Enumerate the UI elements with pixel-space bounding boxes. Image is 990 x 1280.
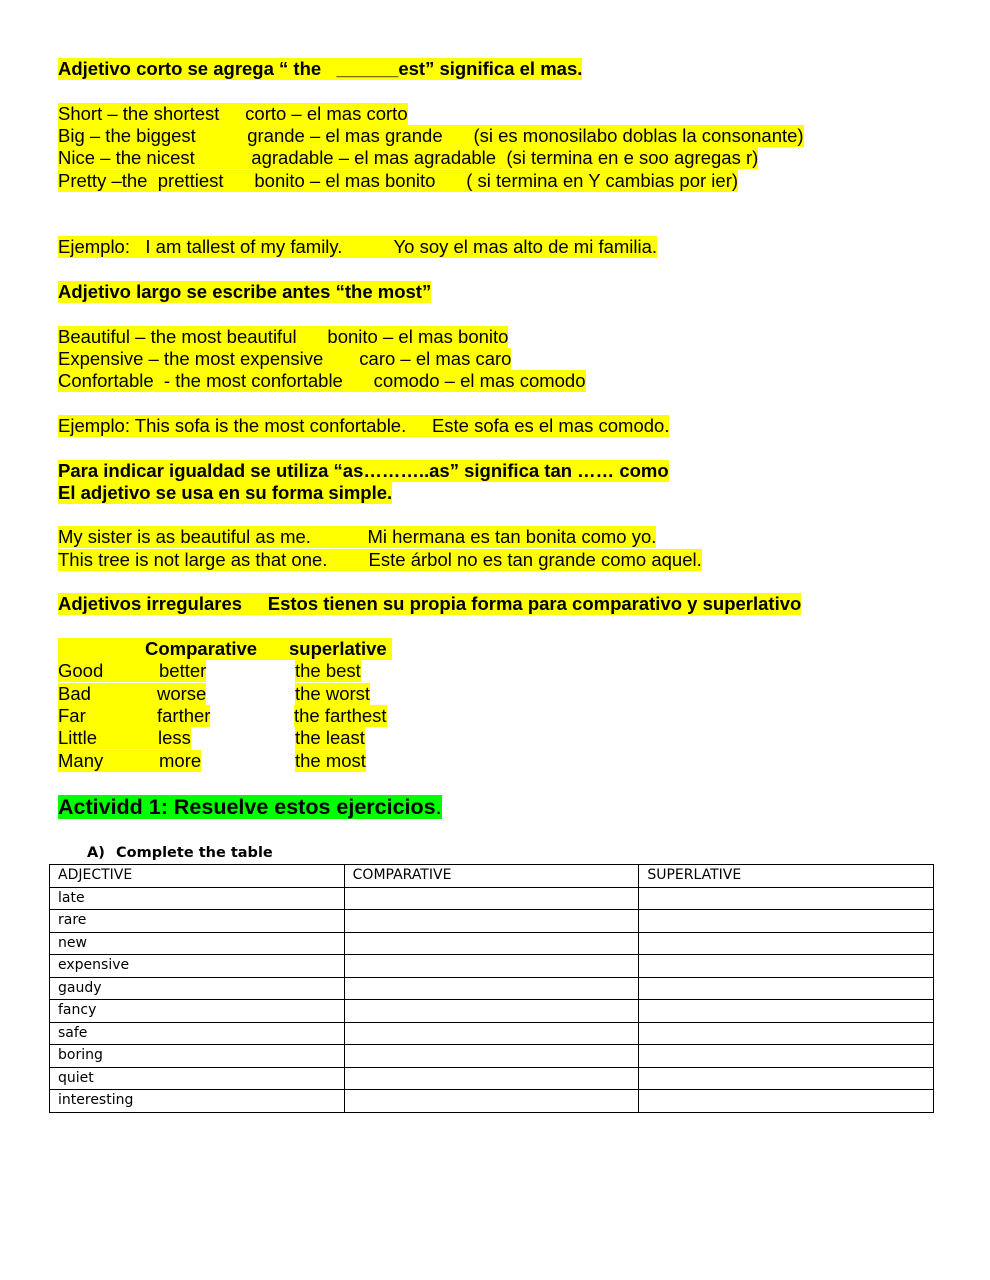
adjective-cell: new xyxy=(50,932,345,955)
irregular-comparative: worse xyxy=(157,683,207,704)
equality-heading-line1: Para indicar igualdad se utiliza “as………..as” significa tan …… como xyxy=(58,460,669,481)
irregular-comparative: more xyxy=(159,750,202,771)
irregular-adjective: Little xyxy=(58,727,158,749)
table-row xyxy=(50,955,934,978)
table-row xyxy=(50,1045,934,1068)
adjective-cell: fancy xyxy=(50,1000,345,1023)
table-row xyxy=(50,1090,934,1113)
adjective-cell: safe xyxy=(50,1022,345,1045)
equality-example-line: This tree is not large as that one. Este árbol no es tan grande como aquel. xyxy=(58,549,702,570)
adjective-cell: interesting xyxy=(50,1090,345,1113)
table-row xyxy=(50,1000,934,1023)
superlative-answer-cell[interactable] xyxy=(639,1090,934,1113)
short-example-sentence: Ejemplo: I am tallest of my family. Yo soy el mas alto de mi familia. xyxy=(58,236,658,257)
comparative-answer-cell[interactable] xyxy=(344,977,639,1000)
complete-the-table xyxy=(49,864,934,1113)
short-example-line: Big – the biggest grande – el mas grande (si es monosilabo doblas la consonante) xyxy=(58,125,804,146)
table-row xyxy=(50,1067,934,1090)
table-header-row xyxy=(50,865,934,888)
superlative-answer-cell[interactable] xyxy=(639,1022,934,1045)
irregular-adjective: Far xyxy=(58,705,158,727)
adjective-cell: quiet xyxy=(50,1067,345,1090)
adjective-cell: late xyxy=(50,887,345,910)
long-example-line: Confortable - the most confortable comodo – el mas comodo xyxy=(58,370,586,391)
comparative-answer-cell[interactable] xyxy=(344,932,639,955)
superlative-answer-cell[interactable] xyxy=(639,1000,934,1023)
long-rule-heading: Adjetivo largo se escribe antes “the most” xyxy=(58,281,432,302)
superlative-answer-cell[interactable] xyxy=(639,955,934,978)
short-example-line: Short – the shortest corto – el mas corto xyxy=(58,103,408,124)
adjective-cell: gaudy xyxy=(50,977,345,1000)
superlative-answer-cell[interactable] xyxy=(639,977,934,1000)
equality-example-line: My sister is as beautiful as me. Mi hermana es tan bonita como yo. xyxy=(58,526,657,547)
table-row xyxy=(50,910,934,933)
table-row xyxy=(50,887,934,910)
irregular-heading: Adjetivos irregulares Estos tienen su propia forma para comparativo y superlativo xyxy=(58,593,802,614)
irregular-comparative: less xyxy=(158,727,191,748)
superlative-answer-cell[interactable] xyxy=(639,1045,934,1068)
long-example-line: Beautiful – the most beautiful bonito – el mas bonito xyxy=(58,326,509,347)
activity-title-period: . xyxy=(435,795,442,819)
irregular-adjective: Good xyxy=(58,660,166,682)
irregular-superlative: the farthest xyxy=(294,705,387,726)
header-superlative: SUPERLATIVE xyxy=(639,865,934,888)
comparative-answer-cell[interactable] xyxy=(344,1090,639,1113)
activity-title-text: Actividd 1: Resuelve estos ejercicios xyxy=(58,795,436,819)
short-rule-heading: Adjetivo corto se agrega “ the ______est” significa el mas. xyxy=(58,58,583,79)
header-adjective: ADJECTIVE xyxy=(50,865,345,888)
comparative-answer-cell[interactable] xyxy=(344,1022,639,1045)
adjective-cell: rare xyxy=(50,910,345,933)
comparative-answer-cell[interactable] xyxy=(344,1000,639,1023)
instruction-text: Complete the table xyxy=(116,845,273,861)
header-comparative: COMPARATIVE xyxy=(344,865,639,888)
comparative-answer-cell[interactable] xyxy=(344,887,639,910)
long-example-sentence: Ejemplo: This sofa is the most confortable. Este sofa es el mas comodo. xyxy=(58,415,670,436)
table-row xyxy=(50,932,934,955)
activity-title xyxy=(58,794,442,820)
irregular-adjective: Many xyxy=(58,750,160,772)
adjective-cell: boring xyxy=(50,1045,345,1068)
superlative-answer-cell[interactable] xyxy=(639,887,934,910)
irregular-comparative: farther xyxy=(157,705,211,726)
instruction-label: A) xyxy=(87,845,105,861)
irregular-superlative: the least xyxy=(295,727,365,748)
irregular-superlative: the best xyxy=(295,660,361,681)
superlative-answer-cell[interactable] xyxy=(639,1067,934,1090)
table-row xyxy=(50,977,934,1000)
comparative-answer-cell[interactable] xyxy=(344,1067,639,1090)
short-example-line: Pretty –the prettiest bonito – el mas bonito ( si termina en Y cambias por ier) xyxy=(58,170,739,191)
table-row xyxy=(50,1022,934,1045)
irregular-col-superlative: superlative xyxy=(289,638,387,659)
irregular-col-comparative: Comparative xyxy=(145,638,258,659)
irregular-adjective: Bad xyxy=(58,683,166,705)
short-example-line: Nice – the nicest agradable – el mas agradable (si termina en e soo agregas r) xyxy=(58,147,759,168)
irregular-superlative: the most xyxy=(295,750,366,771)
comparative-answer-cell[interactable] xyxy=(344,1045,639,1068)
superlative-answer-cell[interactable] xyxy=(639,910,934,933)
long-example-line: Expensive – the most expensive caro – el mas caro xyxy=(58,348,512,369)
superlative-answer-cell[interactable] xyxy=(639,932,934,955)
comparative-answer-cell[interactable] xyxy=(344,955,639,978)
irregular-comparative: better xyxy=(159,660,207,681)
adjective-cell: expensive xyxy=(50,955,345,978)
comparative-answer-cell[interactable] xyxy=(344,910,639,933)
equality-heading-line2: El adjetivo se usa en su forma simple. xyxy=(58,482,393,503)
irregular-superlative: the worst xyxy=(295,683,371,704)
